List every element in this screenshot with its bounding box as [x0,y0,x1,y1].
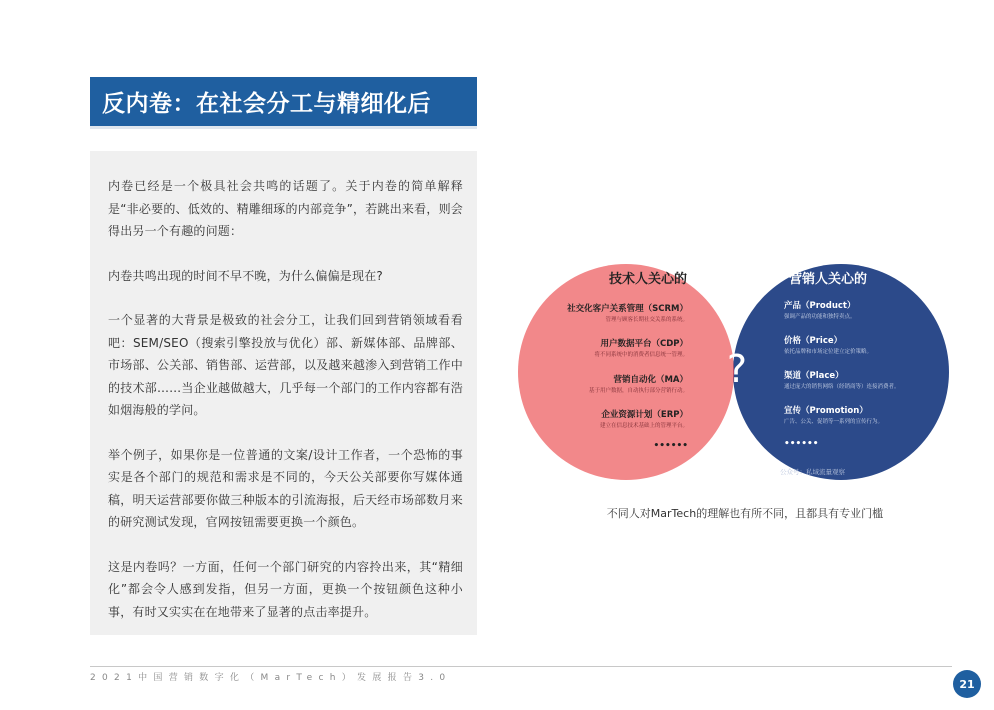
venn-right-item-name: 价格（Price） [784,336,843,346]
paragraph: 这是内卷吗？一方面，任何一个部门研究的内容拎出来，其“精细化”都会令人感到发指，但另一方面，更换一个按钮颜色这种小事，有时又实实在在地带来了显著的点击率提升。 [108,559,463,619]
venn-left-item-name: 企业资源计划（ERP） [601,410,688,420]
venn-right-ellipsis: •••••• [784,439,819,449]
venn-right-item-desc: 强调产品的功能和独特卖点。 [784,314,856,320]
venn-left-item-desc: 管理与顾客长期社交关系的系统。 [605,317,688,323]
venn-left-ellipsis: •••••• [653,441,688,451]
venn-watermark: 公众号：私域流量观察 [780,468,845,476]
title-underline [90,126,477,129]
page-title-text: 反内卷：在社会分工与精细化后 [102,91,431,117]
venn-left-title: 技术人关心的 [608,272,688,287]
venn-left-item-desc: 基于用户数据，自动执行部分营销行动。 [588,388,688,394]
venn-right-title: 营销人关心的 [788,272,868,287]
venn-left-item-desc: 建立在信息技术基础上的管理平台。 [599,423,688,429]
text-panel [90,151,477,635]
footer-report-title: 2021中国营销数字化（MarTech）发展报告3.0 [90,673,452,683]
venn-right-item-name: 宣传（Promotion） [784,406,868,416]
page-number: 21 [959,677,975,691]
venn-diagram [518,250,954,494]
venn-right-item-name: 产品（Product） [784,301,856,311]
page-title [90,77,477,126]
paragraph: 内卷共鸣出现的时间不早不晚，为什么偏偏是现在? [108,268,383,283]
venn-left-item-name: 用户数据平台（CDP） [600,339,688,349]
venn-caption: 不同人对MarTech的理解也有所不同，且都具有专业门槛 [606,507,884,520]
venn-right-item-desc: 广告、公关、促销等一系列的宣传行为。 [784,419,884,425]
page-number-badge [953,670,981,698]
venn-left-item-name: 社交化客户关系管理（SCRM） [567,304,688,314]
venn-right-item-desc: 依托品牌和市场定位建立定价策略。 [784,349,873,355]
venn-center-question: ? [726,347,748,391]
venn-right-item-desc: 通过庞大的销售网络（经销商等）连接消费者。 [784,384,900,390]
venn-left-item-desc: 将不同系统中的消费者信息统一管理。 [594,352,688,358]
venn-left-circle [518,264,734,480]
footer-divider [90,666,952,667]
venn-left-item-name: 营销自动化（MA） [613,375,688,385]
venn-right-item-name: 渠道（Place） [784,371,844,381]
paragraph: 举个例子，如果你是一位普通的文案/设计工作者，一个恐怖的事实是各个部门的规范和需求是不同的，今天公关部要你写媒体通稿，明天运营部要你做三种版本的引流海报，后天经市场部数月来的研究测试发现，官网按钮需要更换一个颜色。 [108,447,463,529]
paragraph: 内卷已经是一个极具社会共鸣的话题了。关于内卷的简单解释是“非必要的、低效的、精雕细琢的内部竞争”，若跳出来看，则会得出另一个有趣的问题： [108,179,463,238]
paragraph: 一个显著的大背景是极致的社会分工，让我们回到营销领域看看吧：SEM/SEO（搜索引擎投放与优化）部、新媒体部、品牌部、市场部、公关部、销售部、运营部，以及越来越渗入到营销工作中的技术部……当企业越做越大，几乎每一个部门的工作内容都有浩如烟海般的学问。 [108,313,463,417]
